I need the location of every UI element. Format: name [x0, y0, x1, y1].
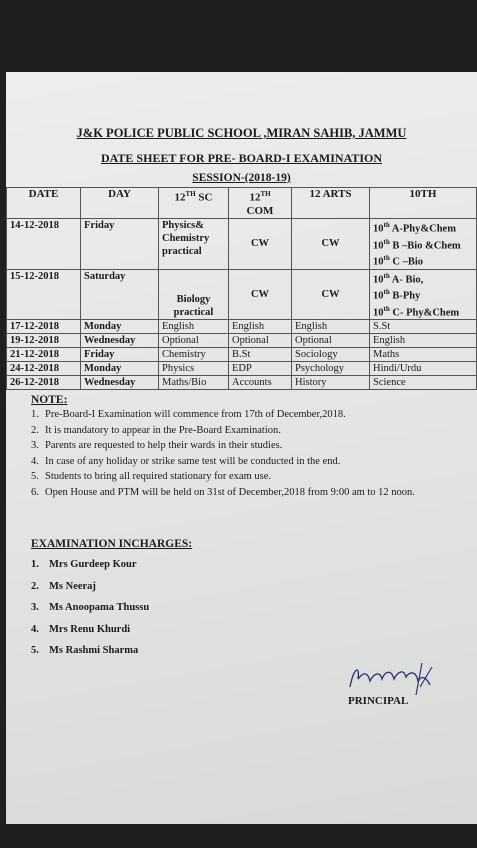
list-item: 3. Ms Anoopama Thussu: [31, 602, 150, 613]
row-10th: 10th A- Bio, 10th B-Phy 10th C- Phy&Chem: [370, 269, 477, 320]
row-date: 24-12-2018: [7, 362, 81, 376]
row-day: Wednesday: [81, 376, 159, 390]
header-12th-com: 12TH COM: [229, 188, 292, 219]
list-item: 5. Ms Rashmi Sharma: [31, 645, 139, 656]
row-12com: English: [229, 320, 292, 334]
incharges-heading: EXAMINATION INCHARGES:: [31, 538, 193, 550]
header-12-arts: 12 ARTS: [292, 188, 370, 219]
row-12arts: CW: [292, 269, 370, 320]
date-sheet-table: [6, 187, 477, 390]
table-row: [7, 334, 477, 348]
row-date: 26-12-2018: [7, 376, 81, 390]
school-name: J&K POLICE PUBLIC SCHOOL ,MIRAN SAHIB, JAMMU: [76, 126, 407, 140]
principal-signature: [346, 657, 436, 697]
list-item: 2. Ms Neeraj: [31, 580, 96, 592]
row-12sc: Maths/Bio: [159, 376, 229, 390]
list-item: 2. It is mandatory to appear in the Pre-Board Examination.: [31, 424, 281, 436]
row-12sc: Physics& Chemistry practical: [159, 219, 229, 270]
row-date: 15-12-2018: [7, 269, 81, 320]
row-12com: Optional: [229, 334, 292, 348]
row-12sc: Biology practical: [159, 269, 229, 320]
row-10th: English: [370, 334, 477, 348]
row-12arts: History: [292, 376, 370, 390]
row-12com: Accounts: [229, 376, 292, 390]
row-10th: Maths: [370, 348, 477, 362]
table-row: [7, 219, 477, 270]
list-item: 3. Parents are requested to help their wards in their studies.: [31, 440, 283, 451]
row-date: 21-12-2018: [7, 348, 81, 362]
row-date: 19-12-2018: [7, 334, 81, 348]
list-item: 4. Mrs Renu Khurdi: [31, 623, 131, 635]
list-item: 1. Mrs Gurdeep Kour: [31, 559, 137, 570]
row-12com: CW: [229, 269, 292, 320]
row-10th: Science: [370, 376, 477, 390]
row-day: Friday: [81, 348, 159, 362]
header-day: DAY: [81, 188, 159, 219]
table-header-row: [7, 188, 477, 219]
row-10th: Hindi/Urdu: [370, 362, 477, 376]
table-row: [7, 320, 477, 334]
document-page: [6, 72, 477, 824]
document-title: DATE SHEET FOR PRE- BOARD-I EXAMINATION: [100, 151, 383, 165]
incharges-list: [31, 559, 149, 667]
row-date: 14-12-2018: [7, 219, 81, 270]
row-10th: 10th A-Phy&Chem 10th B –Bio &Chem 10th C –Bio: [370, 219, 477, 270]
row-12sc: Optional: [159, 334, 229, 348]
list-item: 1. Pre-Board-I Examination will commence from 17th of December,2018.: [31, 409, 346, 420]
row-day: Monday: [81, 320, 159, 334]
row-12arts: English: [292, 320, 370, 334]
note-list: [31, 408, 451, 501]
row-12arts: Optional: [292, 334, 370, 348]
row-day: Friday: [81, 219, 159, 270]
principal-label: PRINCIPAL: [348, 695, 409, 707]
note-heading: NOTE:: [31, 394, 68, 406]
session-label: SESSION-(2018-19): [192, 172, 291, 184]
list-item: 6. Open House and PTM will be held on 31st of December,2018 from 9:00 am to 12 noon.: [31, 486, 415, 498]
row-12arts: CW: [292, 219, 370, 270]
row-12arts: Sociology: [292, 348, 370, 362]
table-row: [7, 376, 477, 390]
row-12com: CW: [229, 219, 292, 270]
row-day: Saturday: [81, 269, 159, 320]
table-row: [7, 362, 477, 376]
table-row: [7, 269, 477, 320]
row-day: Wednesday: [81, 334, 159, 348]
header-12th-sc: 12TH SC: [159, 188, 229, 219]
row-day: Monday: [81, 362, 159, 376]
row-12sc: Physics: [159, 362, 229, 376]
list-item: 5. Students to bring all required stationary for exam use.: [31, 471, 271, 482]
row-12com: EDP: [229, 362, 292, 376]
row-12com: B.St: [229, 348, 292, 362]
row-12sc: English: [159, 320, 229, 334]
row-10th: S.St: [370, 320, 477, 334]
row-12sc: Chemistry: [159, 348, 229, 362]
row-date: 17-12-2018: [7, 320, 81, 334]
header-10th: 10TH: [370, 188, 477, 219]
table-row: [7, 348, 477, 362]
row-12arts: Psychology: [292, 362, 370, 376]
header-date: DATE: [7, 188, 81, 219]
list-item: 4. In case of any holiday or strike same test will be conducted in the end.: [31, 455, 341, 467]
